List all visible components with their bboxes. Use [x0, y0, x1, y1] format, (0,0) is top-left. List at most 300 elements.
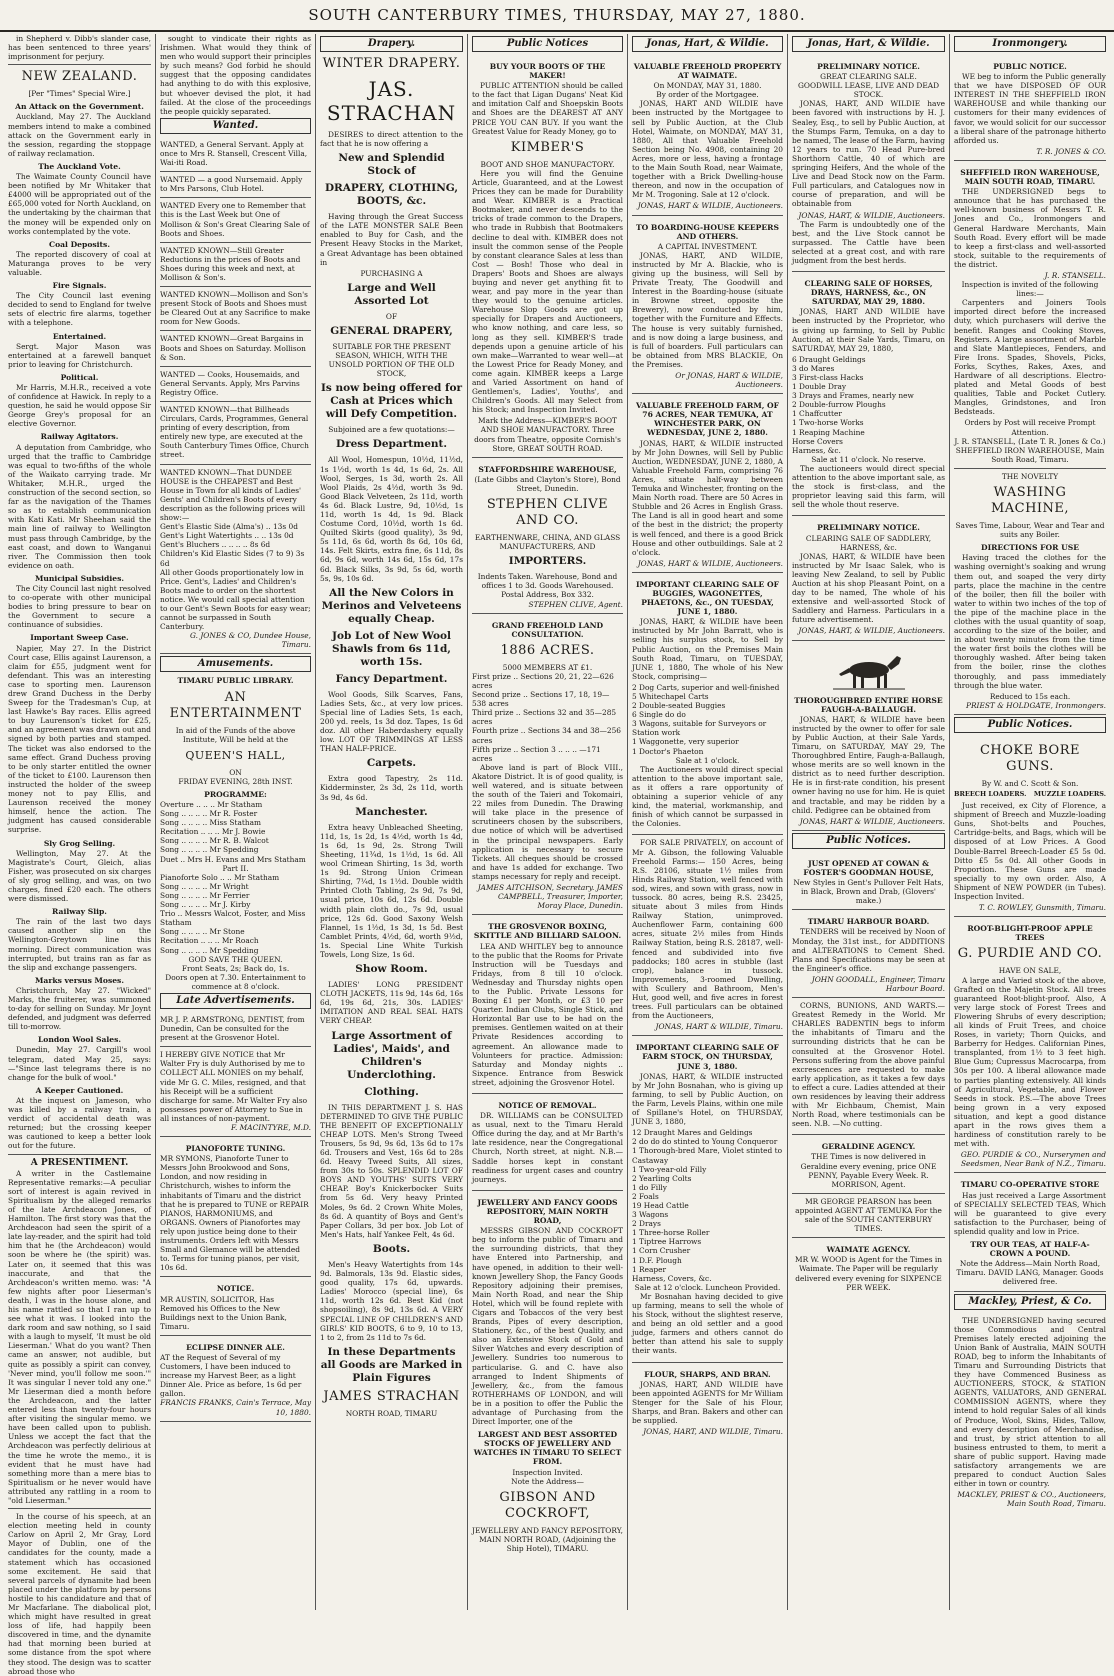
ad-text: JONAS, HART AND WILDIE have been instructed by the Mortgagee to sell by Public Auction, at the Club Hotel, Waimate, on MONDAY, MAY 31, 1880, All that Valuable Freehold Section being No. 4908, containing 20 Acres, more or less, having a frontage to the Main South Road, near Waimate, together with a Brick Dwelling-house thereon, and now in the occupation of Mr M. Trogoning. Sale at 12 o'clock. [632, 99, 783, 200]
advertiser-signature: JAMES STRACHAN [323, 1388, 460, 1404]
ad-text: WANTED KNOWN—Great Bargains in Boots and Shoes on Saturday. Mollison & Son. [160, 334, 306, 362]
ad-text: WANTED KNOWN—Still Greater Reductions in the prices of Boots and Shoes during this week and next, at Mollison & Son's. [160, 245, 301, 282]
ad-text: New Styles in Gent's Pullover Felt Hats, in Black, Brown and Drab, (Glovers' make.) [793, 878, 944, 906]
news-paragraph: The reported discovery of coal at Maturanga proves to be very valuable. [8, 249, 151, 277]
ad-heading: IMPORTANT CLEARING SALE OF BUGGIES, WAGONETTES, PHAETONS, &c., ON TUESDAY, JUNE 1, 1880. [636, 579, 779, 617]
column-7 [950, 34, 1110, 1610]
ad-text: Sale at 11 o'clock. No reserve. [811, 454, 926, 464]
ad-heading: NOTICE. [216, 1284, 255, 1294]
ad-heading: IMPORTANT CLEARING SALE OF FARM STOCK, ON THURSDAY, JUNE 3, 1880. [636, 1043, 779, 1071]
classified-ad [160, 402, 311, 465]
ad-price: Reduced to 15s each. [989, 691, 1071, 701]
lot-item: 2 Drays [632, 1219, 661, 1229]
section-title-new-zealand: NEW ZEALAND. [21, 69, 138, 85]
ad-heading: THE NOVELTY [1001, 471, 1059, 481]
lot-item: 1 Reaper [632, 1264, 667, 1274]
ad-subheading: DIRECTIONS FOR USE [980, 543, 1080, 553]
staffordshire-ad [472, 458, 623, 614]
ad-text: DESIRES to direct attention to the fact that he is now offering a [320, 130, 463, 149]
event-title: AN ENTERTAINMENT [169, 689, 302, 721]
lot-item: 1 Doctor's Phaeton [632, 746, 704, 756]
ad-text: PUBLIC ATTENTION should be called to the fact that Ligan Dugans' Neat Kid and imitation Calf and Shoepskin Boots and Shoes are the DEAREST AT ANY PRICE YOU CAN BUY. If you want the Greatest Value for Ready Money, go to [472, 81, 623, 136]
ad-text: Note the Address— [511, 1476, 584, 1486]
ad-text: (Late Gibbs and Clayton's Store), Bond Street, Dunedin. [474, 474, 621, 493]
ad-text: JONAS, HART, AND WILDIE, instructed by Mr A. Blackie, who is giving up the business, will Sell by Private Treaty, The Goodwill and Interest in the Boarding-house (situate in Browne street, opposite the Brewery), now conducted by him, together with the Furniture and Effects. The house is very suitably furnished, and is now doing a large business, and is full of boarders. Full particulars can be obtained from MRS BLACKIE, On the Premises. [632, 250, 783, 369]
news-heading: Sly Grog Selling. [43, 838, 116, 848]
ad-emphasis: 1886 ACRES. [500, 642, 595, 658]
lot-item: 6 Draught Geldings [792, 354, 866, 364]
column-1 [4, 34, 156, 1676]
article-title-presentiment: A PRESENTIMENT. [30, 1157, 129, 1168]
ad-text: The Auctioneers would direct special attention to the above important sale, as it offers a rare opportunity of obtaining a superior vehicle of any kind, the material, workmanship, and finish of which cannot be surpassed in the Colonies. [632, 764, 783, 829]
ad-text: DR. WILLIAMS can be CONSULTED as usual, next to the Timaru Herald Office during the day, and at Mr Barth's late residence, near the Congregational Church, North street, at night. N.B.—Saddle horses kept in constant readiness for urgent cases and country journeys. [472, 1111, 623, 1184]
ad-heading: JEWELLERY AND FANCY GOODS REPOSITORY, MAIN NORTH ROAD, [477, 1197, 618, 1226]
ad-text: Subjoined are a few quotations:— [328, 425, 455, 435]
section-header-wanted: Wanted. [160, 118, 311, 134]
kimber-boots-ad [472, 55, 623, 458]
ad-text: JONAS, HART, & WILDIE have been instructed by Mr Isaac Salek, who is leaving New Zealand, to sell by Public Auction at his shop Pleasant Point, on a day to be named, The whole of his extensive and well-assorted Stock of Saddlery and Harness. Particulars in a future advertisement. [792, 551, 945, 625]
auction-notice [632, 573, 783, 836]
ad-text: EARTHENWARE, CHINA, AND GLASS MANUFACTURERS, AND [474, 533, 621, 552]
ad-signature: JOHN GOODALL, Engineer, Timaru Harbour Board. [811, 974, 945, 993]
lot-item: 2 Yearling Colts [632, 1173, 692, 1183]
news-paragraph: The Waimate County Council have been notified by Mr Whitaker that £4000 will be appropriated out of the £65,000 voted for North Auckland, on the undertaking by the chairman that the money will be expended only on works contemplated by the vote. [8, 172, 151, 236]
price-line: Gent's Light Watertights .. .. 13s 0d [160, 531, 294, 541]
ad-text: The auctioneers would direct special attention to the above important sale, as the stock is first-class, and the proprietor leaving said this farm, will sell the whole thout reserve. [792, 463, 945, 510]
ad-text: By W. and C. Scott & Son. [981, 778, 1079, 788]
programme-heading: PROGRAMME: [204, 789, 267, 799]
department-heading: Boots. [372, 1242, 411, 1255]
column-6 [788, 34, 950, 1610]
dinner-ale-ad [160, 1336, 311, 1422]
lot-item: 1 Two-horse Works [792, 418, 864, 428]
ad-heading: PUBLIC NOTICE. [993, 62, 1067, 71]
prize-line: Second prize .. Sections 17, 18, 19—538 acres [472, 690, 610, 709]
ad-subheading: GREAT CLEARING SALE. [820, 72, 917, 82]
section-header-jonas-hart-wildie: Jonas, Hart, & Wildie. [792, 36, 945, 52]
ad-text: Saves Time, Labour, Wear and Tear and suits any Boiler. [955, 521, 1105, 540]
ad-address: Mark the Address—KIMBER'S BOOT AND SHOE MANUFACTORY. Three doors from Theatre, opposite Cornish's Store, GREAT SOUTH ROAD. [474, 416, 621, 453]
news-paragraph: The City Council last night resolved to co-operate with other municipal bodies to bring pressure to bear on the Government to secure a continuance of subsidies. [8, 583, 151, 630]
ad-signature: JONAS, HART & WILDIE, Auctioneers. [637, 558, 783, 568]
ad-text: Carpenters and Joiners Tools imported direct before the increased duty, which purchasers will derive the benefit. Ranges and Cooking Stoves, Registers. A large assortment of Marble and Slate Mantlepieces, Fenders, and Fire Irons. Spades, Shovels, Picks, Forks, Scythes, Rakes, Axes, and Hardware of all descriptions. Electro-plated and Metal Goods of best qualities, Table and Pocket Cutlery. Mangles, Grindstones, and Iron Bedsteads. [954, 298, 1106, 417]
ad-text: Mr Bosnahan having decided to give up farming, means to sell the whole of his Stock, without the slightest reserve, and being an old settler and a good judge, farmers and others cannot do better than attend his sale to supply their wants. [632, 1291, 783, 1356]
ad-text: MR AUSTIN, SOLICITOR, Has Removed his Offices to the New Buildings next to the Union Bank, Timaru. [160, 1294, 287, 1331]
ad-text: Has just received a Large Assortment of SPECIALLY SELECTED TEAS, Which will be guaranteed to give every satisfaction to the Purchaser, being of splendid quality and low in Price. [954, 1190, 1106, 1236]
lot-item: 3 Wagons [632, 1210, 669, 1220]
programme-item: Trio .. Messrs Walcot, Foster, and Miss Statham [160, 909, 306, 928]
lot-item: 3 Drays and Frames, nearly new [792, 391, 914, 401]
private-sale-ad [632, 835, 783, 1036]
ad-text: THE UNDERSIGNED having secured those Commodious and Central Premises lately erected adjoining the Union Bank of Australia, MAIN SOUTH ROAD, beg to inform the Inhabitants of Timaru and Surrounding Districts that they have Commenced Business as AUCTIONEERS, STOCK, & STATION AGENTS, VALUATORS, AND GENERAL COMMISSION AGENTS, where they intend to hold regular Sales of all kinds of Produce, Wool, Skins, Hides, Tallow, and every description of Merchandise, and trust, by strict attention to all business entrusted to them, to merit a share of public support. Having made satisfactory arrangements we are prepared to conduct Auction Sales either in town or country. [954, 1315, 1106, 1489]
ad-text: Having through the Great Success of the LATE MONSTER SALE Been enabled to Buy for Cash, and the Present Heavy Stocks in the Market, a Great Advantage has been obtained in [320, 212, 463, 267]
price-list: LADIES' LONG PRESIDENT CLOTH JACKETS, 11s 9d, 14s 6d, 16s 6d, 19s 6d, 21s, 30s. LADIES' IMITATION AND REAL SEAL HATS VERY CHEAP. [320, 980, 463, 1026]
ad-text: WANTED KNOWN—that Billheads Circulars, Cards, Programmes, General printing of every description, from entirely new type, are executed at the South Canterbury Times Office, Church street. [160, 405, 309, 460]
ad-heading: NOTICE OF REMOVAL. [498, 1101, 597, 1110]
ad-text: By order of the Mortgagee. [656, 90, 759, 100]
ad-label: MUZZLE LOADERS. [1033, 790, 1106, 798]
ad-signature: JONAS, HART & WILDIE, Auctioneers. [637, 201, 783, 211]
ad-signature: Or JONAS, HART & WILDIE, Auctioneers. [675, 371, 783, 390]
ad-subheading: A CAPITAL INVESTMENT. [657, 241, 758, 251]
divider [8, 1154, 151, 1155]
event-prices: Front Seats, 2s; Back do, 1s. [181, 963, 290, 973]
ad-text: TENDERS will be received by Noon of Monday, the 31st inst., for ADDITIONS and ALTERATIONS to Cement Shed. Plans and Specifications may be seen at the Engineer's office. [792, 927, 945, 973]
event-text: ON [229, 767, 242, 777]
ad-text: SUITABLE FOR THE PRESENT SEASON, WHICH, WITH THE UNSOLD PORTION OF THE OLD STOCK, [328, 341, 455, 379]
department-heading: Show Room. [355, 963, 428, 976]
ad-text: Sale at 12 o'clock. Luncheon Provided. [634, 1282, 781, 1292]
ad-text: WANTED — Cooks, Housemaids, and General Servants. Apply, Mrs Parvins Registry Office. [160, 369, 300, 397]
ad-address: JEWELLERY AND FANCY REPOSITORY, MAIN NORTH ROAD, (Adjoining the Ship Hotel), TIMARU. [472, 1525, 623, 1553]
news-heading: Marks versus Moses. [35, 975, 124, 985]
news-paragraph: Sergt. Major Mason was entertained at a farewell banquet prior to leaving for Christchurch. [8, 341, 151, 369]
advertiser-name: GIBSON AND COCKROFT, [499, 1489, 596, 1521]
ad-subheading: HAVE ON SALE, [998, 966, 1062, 976]
ad-emphasis: Large Assortment of Ladies', Maids', and Children's Underclothing. [331, 1029, 452, 1081]
advertiser-name: KIMBER'S [510, 139, 585, 155]
section-header-amusements: Amusements. [160, 656, 311, 672]
horse-illustration-icon [829, 648, 909, 692]
ad-signature: JONAS, HART & WILDIE, Timaru. [655, 1022, 783, 1032]
ad-emphasis: GENERAL DRAPERY, [330, 324, 453, 337]
advertiser-name: JAS. STRACHAN [326, 77, 457, 125]
section-header-public-notices: Public Notices. [792, 833, 945, 849]
ad-heading: BUY YOUR BOOTS OF THE MAKER! [489, 62, 606, 81]
lot-item: 1 Corn Crusher [632, 1246, 691, 1256]
lot-item: 1 Reaping Machine [792, 427, 865, 437]
lot-item: 12 Draught Mares and Geldings [632, 1128, 753, 1138]
harbour-board-ad [792, 910, 945, 998]
article-paragraph: A writer in the Castlemaine Representative remarks:—A peculiar sort of interest is again revived in Spiritualism by the alleged remarks of the late Archdeacon Jones, of Hamilton. The first story was that the Archdeacon had seen the spirit of a late lay-reader, and the spirit had told him that he (the Archdeacon) would soon be where he (the spirit) was. Later on, it seemed that this was inaccurate, and that the Archdeacon's written memo. was: "A few nights after poor Lieserman's death, I was in the house alone, and his name rattled so that I ran up to see what it was. I looked into the dark room and saw nothing, so I said with a laugh to myself, 'It must be old Lieserman.' What do you want? Then came an answer, not audible, but quite as possibly a spirit can convey, 'Never mind, you'll follow me soon.'" It was singular I never told any one." Mr Lieserman died a month before the Archdeacon, and the latter entered less than twenty-four hours after visiting the singular memo. we have been called upon to publish. Unless we accept the fact that the Archdeacon was perfectly delirious at the time he wrote the memo., it is evident that he must have had something more than a mere bias to Spiritualism or he never would have attributed any rattling in a room to "old Lieserman." [8, 1168, 151, 1505]
waimate-agency-ad [792, 1238, 945, 1295]
ad-text: THE Times is now delivered in Geraldine every evening, price ONE PENNY, Payable Every Week. R. MORRISON, Agent. [800, 1152, 937, 1189]
ad-heading: WAIMATE AGENCY. [826, 1245, 911, 1255]
classified-ad [160, 172, 311, 198]
classified-ad-dundee-house [160, 465, 311, 655]
ad-heading: TO BOARDING-HOUSE KEEPERS AND OTHERS. [636, 222, 779, 241]
price-line: Gent's Bluchers .. .. .. .. 8s 6d [160, 540, 271, 550]
ad-emphasis: 5000 MEMBERS AT £1. [502, 662, 593, 672]
ad-text: JONAS, HART, AND WILDIE have been appointed AGENTS for Mr William Stenger for the Sale of his Flour, Sharps, and Bran. Bakers and other can be supplied. [632, 1379, 783, 1426]
ad-text: JONAS, HART, & WILDIE have been instructed by the owner to offer for sale by Public Auction, at their Sale Yards, Timaru, on SATURDAY, MAY 29, The Thoroughbred Entire, Faugh-a-Ballaugh, whose merits are so well known in the district as to need further description. He is in first-rate condition, his present owner having no use for him. He is quiet and tractable, and may be ridden by a child. Pedigree can be obtained from [792, 714, 945, 815]
lot-item: 2 Foals [632, 1191, 659, 1201]
ad-text: WANTED KNOWN—Mollison and Son's present Stock of Boots and Shoes must be Cleared Out at any Sacrifice to make room for New Goods. [160, 290, 311, 327]
lot-item: 1 Thorough-bred Mare, Violet stinted to Castaway [632, 1146, 783, 1165]
news-heading: Entertained. [52, 331, 107, 341]
ad-text: Indents Taken. Warehouse, Bond and offices 1 to 3d. Goods Warehoused. Postal Address, Box 332. [477, 572, 618, 600]
article-paragraph: In the course of his speech, at an election meeting held in county Carlow on April 2, Mr Gray, Lord Mayor of Dublin, one of the candidates for the county, made a statement which has occasioned some excitement. He said that several parcels of dynamite had been placed under the platform by persons hostile to his candidature and that of Mr Macfarlane. The diabolical plot, which might have resulted in great loss of life, had happily been discovered in time, and the dynamite had that morning been buried at some distance from the spot where they stood. The design was to scatter abroad those who [8, 1512, 151, 1676]
ad-text: Above land is part of Block VIII., Akatore District. It is of good quality, is well watered, and is situate between the south of the Taieri and Tokomairi, 22 miles from Dunedin. The Drawing will take place in the presence of scrutineers chosen by the subscribers, due notice of which will be advertised in the principal newspapers. Early application is necessary to secure Tickets. All cheques should be crossed and have 1s added for exchange. Two stamps necessary for reply and receipt. [472, 762, 623, 881]
column-3 [316, 34, 468, 1610]
ad-text: MR GEORGE PEARSON has been appointed AGENT AT TEMUKA For the sale of the SOUTH CANTERBURY TIMES. [795, 1196, 942, 1234]
news-heading: Municipal Subsidies. [34, 573, 125, 583]
corn-remedy-ad [792, 998, 945, 1135]
ad-text: OF [385, 311, 398, 321]
dentist-ad [160, 1012, 311, 1047]
boxing-saloon-ad [472, 915, 623, 1094]
news-heading: Fire Signals. [52, 281, 107, 291]
land-consultation-ad [472, 614, 623, 916]
ad-text: JONAS, HART, & WILDIE instructed by Mr John Downes, will Sell by Public Auction, WEDNESDAY, JUNE 2, 1880, A Valuable Freehold Farm, comprising 76 Acres, situate half-way between Temuka and Winchester, fronting on the Main North road. There are 50 Acres in Stubble and 26 Acres in English Grass. The Land is all in good heart and some of the best in the district; the property is well fenced, and there is a good Brick House and other outbuildings. Sale at 2 o'clock. [632, 438, 783, 557]
department-heading: Fancy Department. [335, 672, 448, 685]
ad-signature: JONAS, HART, & WILDIE, Auctioneers. [798, 210, 945, 220]
column-5 [628, 34, 788, 1610]
auctioneers-ad [954, 1313, 1106, 1513]
product-name: WASHING MACHINE, [990, 485, 1070, 517]
auction-notice [632, 1036, 783, 1362]
ad-text: JONAS, HART, & WILDIE have been instructed by Mr John Barratt, who is selling his surplus stock, to Sell by Public Auction, on the Premises Main South Road, Timaru, on TUESDAY, JUNE 1, 1880, The whole of his New Stock, comprising— [632, 617, 783, 681]
wire-credit: [Per "Times" Special Wire.] [28, 89, 131, 99]
price-list: IN THIS DEPARTMENT J. S. HAS DETERMINED TO GIVE THE PUBLIC THE BENEFIT OF EXCEPTIONALLY CHEAP LOTS. Men's Strong Tweed Trousers, 5s 9d, 9s 6d, 13s 6d to 17s 6d. Trousers and Vest, 16s 6d to 28s 6d. Heavy Tweed Suits, All sizes, from 30s to 50s. SPLENDID LOT OF BOYS AND YOUTHS' SUITS VERY CHEAP. Boy's Knickerbocker Suits from 5s 6d. Very heavy Printed Moles, 9s 6d. 2 Crown White Moles, 8s 6d. A quantity of Boys and Gent's Paper Collars, 3d per box. Job Lot of Men's Hats, half Yankee Felt, 4s 6d. [320, 1102, 463, 1239]
column-2 [156, 34, 316, 1610]
lot-item: 3 do Mares [792, 363, 835, 373]
section-header-late-ads: Late Advertisements. [160, 993, 311, 1009]
ad-signature: T. C. ROWLEY, Gunsmith, Timaru. [978, 903, 1106, 913]
geraldine-agency-ad [792, 1135, 945, 1193]
ad-heading: JUST OPENED AT COWAN & FOSTER'S GOODMAN HOUSE, [803, 858, 934, 877]
event-times: Doors open at 7.30. Entertainment to commence at 8 o'clock. [165, 972, 306, 991]
programme-item: Song .. .. .. .. Mr Stone [160, 927, 245, 937]
programme-item: Song .. .. .. .. Mr R. Foster [160, 809, 258, 819]
classified-ad [160, 243, 311, 287]
ad-heading: THE GROSVENOR BOXING, SKITTLE AND BILLIARD SALOON. [473, 922, 622, 941]
ad-signature: GEO. PURDIE & CO., Nurserymen and Seedsmen, Near Bank of N.Z., Timaru. [960, 1150, 1106, 1169]
ad-text: A large and Varied stock of the above, Grafted on the Majetin Stock. All trees guaranteed Root-blight-proof. Also, A very large stock of Forest Trees and Flowering Shrubs of every description; all kinds of Fruit Trees, and choice Roses, in variety; Thorn Quicks, and Barberry for Hedges. Californian Pines, transplanted, from 1½ to 3 feet high. Blue Gum; Cupressus Macrocarpa, from 30s per 100. A liberal allowance made to parties planting extensively. All kinds of Agricultural, Vegetable, and Flower Seeds in stock. P.S.—The above Trees being grown in a very exposed situation, and kept a good distance apart in the rows gives them a hardiness of constitution rarely to be met with. [954, 975, 1106, 1149]
lot-item: 5 Whitechapel Carts [632, 692, 709, 701]
temuka-agency-ad [792, 1194, 945, 1238]
ad-subheading: GOODWILL LEASE, LIVE AND DEAD STOCK. [798, 81, 939, 100]
ad-headline: WINTER DRAPERY. [322, 56, 461, 71]
classified-ad [160, 137, 311, 172]
section-header-public-notices: Public Notices. [954, 717, 1106, 733]
ad-text: The Farm is undoubtedly one of the best, and the Live Stock cannot be surpassed. The Cattle have been selected at a great cost, and with rare judgment from the best herds. [792, 219, 945, 265]
lot-item: 1 Three-horse Roller [632, 1228, 710, 1238]
news-paragraph: Wellington, May 27. At the Magistrate's Court, Gleich, alias Fisher, was prosecuted on six charges of sly grog selling, and was, on two charges, fined £20 each. The others were dismissed. [8, 848, 151, 904]
price-list: Wool Goods, Silk Scarves, Fans, Ladies Sets, &c., at very low prices. Special line of Ladies Sets, 1s each, 200 yd. reels, 1s 3d doz. Tapes, 1s 6d doz. All other Haberdashery equally low. LOT OF TRIMMINGS AT LESS THAN HALF-PRICE. [320, 689, 463, 754]
apple-trees-ad [954, 917, 1106, 1173]
ad-text: MESSRS GIBSON AND COCKROFT beg to inform the public of Timaru and the surrounding districts, that they have Entered into Partnership, and have opened, in addition to their well-known Jewellery Shop, the Fancy Goods Repository adjoining their premises, Main North Road, and near the Ship Hotel, which will be found replete with Cigars and Tobaccos of the very best Brands, Pipes of every description, Stationery, &c., of the best Quality, and also an Extensive Stock of Gold and Silver Watches and every description of Jewellery. Sundries too numerous to particularise. G. and C. have also arranged to Indent Shipments of Jewellery, &c., from the famous ROTHERHAMS OF LONDON, and will be in a position to offer the Public the advantage of Purchasing from the Direct Importer, one of the [472, 1226, 623, 1427]
ad-signature: JONAS, HART, & WILDIE, Auctioneers. [798, 626, 945, 636]
newspaper-masthead: SOUTH CANTERBURY TIMES, THURSDAY, MAY 27, 1880. [0, 0, 1114, 32]
auction-notice [792, 516, 945, 640]
notice-ad [160, 1047, 311, 1137]
flour-agency-ad [632, 1363, 783, 1441]
section-header-mackley-priest: Mackley, Priest, & Co. [954, 1294, 1106, 1310]
ad-heading: GERALDINE AGENCY. [821, 1142, 916, 1152]
news-heading: The Auckland Vote. [38, 161, 121, 171]
ad-emphasis: In these Departments all Goods are Marked in Plain Figures [320, 1345, 463, 1384]
advertiser-address: NORTH ROAD, TIMARU [345, 1408, 438, 1418]
ad-heading: ECLIPSE DINNER ALE. [186, 1342, 285, 1352]
programme-item: Song .. .. .. .. Mr R. B. Walcot [160, 836, 269, 846]
lot-item: 1 Chaffcutter [792, 409, 842, 419]
department-heading: Manchester. [355, 805, 428, 818]
prize-line: Fifth prize .. Section 3 .. .. .. —171 acres [472, 744, 601, 763]
programme-item: Recitation .. .. .. Mr J. Bowie [160, 827, 266, 837]
ad-date: On MONDAY, MAY 31, 1880. [653, 81, 762, 91]
lot-item: 1 Tiptree Harrows [632, 1237, 702, 1247]
auction-notice [632, 55, 783, 216]
news-heading: Railway Agitators. [40, 432, 119, 442]
event-venue: QUEEN'S HALL, [185, 748, 286, 762]
ad-signature: G. JONES & CO, Dundee House, Timaru. [190, 631, 311, 650]
lot-item: 1 Waggonette, very superior [632, 737, 739, 747]
ad-text: FOR SALE PRIVATELY, on account of Mr A. Gibson, the following Valuable Freehold Farms:— 150 Acres, being R.S. 28106, situate 1½ miles from Hinds Railway Station, well fenced with sod, wires, and sown with grass, now in tussock. 80 acres, being R.S. 23425, situate about 3 miles from Hinds Railway Station, unimproved. Auchenflower Farm, containing 600 acres, situate 2½ miles from Hinds Railway Station, being R.S. 28187, well-fenced and subdivided into five paddocks; 180 acres in stubble (last crop), balance in tussock. Improvements, 3-roomed Dwelling, with Scullery and Bathroom, Men's Hut, good well, and five acres in forest trees. Full particulars can be obtained from the Auctioneers, [632, 838, 783, 1021]
ad-heading: THOROUGHBRED ENTIRE HORSE FAUGH-A-BALLAUGH. [794, 695, 943, 714]
ad-heading: PRELIMINARY NOTICE. [817, 523, 920, 533]
ad-emphasis: DRAPERY, CLOTHING, BOOTS, &c. [324, 182, 459, 208]
programme-item: Pianoforte Solo .. .. Mr Statham [160, 872, 280, 882]
divider [8, 1508, 151, 1509]
ad-heading: VALUABLE FREEHOLD FARM, OF 76 ACRES, NEAR TEMUKA, AT WINCHESTER PARK, ON WEDNESDAY, JUNE 2, 1880. [635, 401, 780, 438]
ad-signature: PRIEST & HOLDGATE, Ironmongers. [966, 700, 1106, 710]
ad-heading: TIMARU HARBOUR BOARD. [807, 917, 930, 927]
section-header-ironmongery: Ironmongery. [954, 36, 1106, 52]
ad-text: MR SYMONS, Pianoforte Tuner to Messrs John Brookwood and Sons, London, and now residing in Christchurch, wishes to inform the inhabitants of Timaru and the district that he is prepared to TUNE or REPAIR PIANOS, HARMONIUMS, and ORGANS. Owners of Pianofortes may rely upon justice being done to their instruments. Orders left with Messrs Small and Glemance will be attended to. Terms for tuning pianos, per visit, 10s 6d. [160, 1154, 309, 1273]
auction-notice [792, 55, 945, 272]
ad-text: WANTED KNOWN—That DUNDEE HOUSE is the CHEAPEST and Best House in Town for all kinds of Ladies' Gents' and Children's Boots of every description as the following prices will show:— [160, 467, 306, 523]
ad-text: Sale at 1 o'clock. [675, 755, 740, 765]
ad-signature: STEPHEN CLIVE, Agent. [528, 599, 623, 609]
ad-text: Inspection Invited. [512, 1467, 583, 1477]
ad-emphasis: All the New Colors in Merinos and Velveteens equally Cheap. [321, 586, 462, 625]
ad-text: Having traced the clothes for the washing overnight's soaking and wrung them out, and soaped the very dirty parts, place the machine in the centre of the boiler, then fill the boiler with water to within two inches of the top of the pipe of the machine place in the clothes with the usual quantity of soap, according to the size of the boiler, and in about twenty minutes from the time the water first boils the clothes will be thoroughly washed. After being taken from the boiler, rinse the clothes thoroughly, and pass immediately through the blue water. [954, 553, 1106, 690]
news-paragraph: The City Council last evening decided to send to England for twelve sets of electric fire alarms, together with a telephone. [8, 291, 151, 328]
auction-notice [632, 216, 783, 395]
ad-signature: F. MACINTYRE, M.D. [230, 1123, 311, 1132]
auction-notice [792, 272, 945, 516]
lot-item: 1 D.F. Plough [632, 1255, 682, 1265]
lot-item: 2 Dog Carts, superior and well-finished [632, 682, 780, 692]
ad-heading: STAFFORDSHIRE WAREHOUSE, [478, 464, 617, 474]
article-continuation: sought to vindicate their rights as Irishmen. What would they think of men who would support their principles by such means? God forbid he should suggest that the opposing candidates had anything to do with this explosive, but whoever devised the plot, it had failed. At the close of the proceedings the people quickly separated. [160, 34, 311, 116]
ad-signature: JAMES AITCHISON, Secretary. JAMES CAMPBELL, Treasurer, Importer, Moray Place, Dunedin. [477, 883, 623, 911]
solicitor-ad [160, 1277, 311, 1335]
ad-text: WANTED — a good Nursemaid. Apply to Mrs Parsons, Club Hotel. [160, 175, 303, 194]
ad-heading: VALUABLE FREEHOLD PROPERTY AT WAIMATE. [633, 62, 782, 81]
ad-headline: CHOKE BORE GUNS. [979, 742, 1080, 774]
classified-ad [160, 367, 311, 402]
ad-emphasis: Large and Well Assorted Lot [347, 281, 436, 307]
ad-heading: CLEARING SALE OF HORSES, DRAYS, HARNESS, &c., ON SATURDAY, MAY 29, 1880. [804, 279, 933, 307]
washing-machine-ad [954, 469, 1106, 715]
ad-emphasis: New and Splendid Stock of [338, 152, 445, 178]
classified-ad [160, 331, 311, 366]
ad-text: WE beg to inform the Public generally that we have DISPOSED OF OUR INTEREST IN THE SHEFFIELD IRON WAREHOUSE and while thanking our customers for their many evidences of favor, we would solicit for our successor a liberal share of the patronage hitherto afforded us. [954, 72, 1106, 145]
ad-text: LEA AND WHITLEY beg to announce to the public that the Rooms for Private Instruction will be Tuesdays and Fridays, from 8 till 10 o'clock. Wednesday and Thursday nights open to the Public. Private Lessons for Boxing £1 per Month, or £3 10 per Quarter. Indian Clubs, Single Stick, and Horizontal Bar use to be had on the premises. Gentlemen waited on at their Private Residences according to agreement. An allowance made to Volunteers for practice. Admission: Saturday and Monday nights .. Sixpence. Entrance from Beswick street, adjoining the Grosvenor Hotel. [472, 941, 623, 1087]
prize-line: First prize .. Sections 20, 21, 22—626 acres [472, 671, 614, 690]
news-heading: An Attack on the Government. [15, 102, 144, 112]
lot-item: 2 do do do stinted to Young Conqueror [632, 1137, 778, 1147]
prize-line: Third prize .. Sections 32 and 35—285 acres [472, 708, 617, 727]
ad-text: JONAS, HART, AND WILDIE have been favored with instructions by H. J. Sealey, Esq., to sell by Public Auction, at the Stumps Farm, Temuka, on a day to be named, The lease of the Farm, having 12 years to run. 70 Head Pure-bred Shorthorn Cattle, 40 of which are springing Heifers, And the whole of the Live and Dead Stock now on the Farm. Full particulars, and Catalogues now in course of preparation, and will be obtainable from [792, 99, 945, 209]
cooperative-store-ad [954, 1173, 1106, 1291]
lot-item: 1 Double Dray [792, 382, 847, 392]
price-list: Extra heavy Unbleached Sheeting, 11d, 1s, 1s 2d, 1s 4½d, worth 1s 4d, 1s 6d, 1s 9d, 2s. Strong Twill Sheeting, 11¾d, 1s 1½d, 1s 6d. All wool Crimean Shirting, 1s 3d, worth 1s 9d. Strong Union Crimean Shirting, 7¼d, 1s 1½d. Double width Printed Cloth Tabling, 2s 9d, 7s 9d, usual price, 10s 6d, 12s 6d. Double width plain cloth do., 7s 9d, usual price, 12s 6d. Good Saxony Welsh Flannel, 1s 1½d, 1s 3d, 1s 5d. Best Camblet Prints, 4½d, 6d, worth 9½d, 1s. Special Line White Turkish Towels, Long Size, 1s 6d. [320, 822, 463, 959]
hat-shop-ad [792, 852, 945, 910]
removal-notice-ad [472, 1094, 623, 1191]
sheffield-warehouse-ad [954, 161, 1106, 469]
programme-item: Song .. .. .. .. Mr Spedding [160, 945, 259, 955]
price-list: Extra good Tapestry, 2s 11d. Kidderminster, 2s 3d, 2s 11d, worth 3s 9d, 4s 6d. [320, 774, 463, 802]
ad-emphasis: LARGEST AND BEST ASSORTED STOCKS OF JEWELLERY AND WATCHES IN TIMARU TO SELECT FROM. [473, 1430, 622, 1467]
newspaper-page [4, 34, 1110, 1676]
news-heading: A Keeper Cautioned. [35, 1085, 124, 1095]
ad-signature: MACKLEY, PRIEST & CO., Auctioneers, Main South Road, Timaru. [957, 1490, 1106, 1509]
ad-heading: PIANOFORTE TUNING. [185, 1144, 286, 1154]
section-header-drapery: Drapery. [320, 36, 463, 52]
event-organizer: TIMARU PUBLIC LIBRARY. [177, 676, 294, 686]
ad-text: JONAS, HART, & WILDIE instructed by Mr John Bosnahan, who is giving up farming, to sell by Public Auction, on the Farm, Levels Plains, within one mile of Spillane's Hotel, on THURSDAY, JUNE 3, 1880, [632, 1071, 783, 1127]
ad-subheading: CLEARING SALE OF SADDLERY, HARNESS, &c. [805, 533, 932, 552]
news-paragraph: Napier, May 27. In the District Court case, Ellis against Laurenson, a claim for £55, judgment went for defendant. This was an interesting case to sporting men. Laurenson drew Grand Duchess in the Derby Sweep for the Tradesman's Cup, at last Hawke's Bay races. Ellis agreed to buy Laurenson's ticket for £25, and an agreement was drawn out and signed by both parties and stamped. The ticket was also endorsed to the same effect. Grand Duchess proving to be only starter entitled the owner of the ticket to £100. Laurenson then instructed the holder of the sweep money not to pay Ellis, and Laurenson received the money himself, hence the action. The judgment has caused considerable surprise. [8, 643, 151, 835]
news-heading: Political. [60, 372, 99, 382]
column-4 [468, 34, 628, 1610]
ad-text: Inspection is invited of the following lines:— [961, 280, 1099, 299]
lot-item: 2 Double-furrow Ploughs [792, 400, 886, 410]
news-heading: London Wool Sales. [37, 1035, 122, 1045]
lot-item: 2 Double-seated Buggies [632, 701, 726, 711]
piano-tuning-ad [160, 1137, 311, 1277]
ad-text: CORNS, BUNIONS, AND WARTS.—Greatest Remedy in the World. Mr CHARLES BADENTIN begs to inform the inhabitants of Timaru and the surrounding districts that he can be consulted at the Grosvenor Hotel. Persons suffering from the above painful excrescences are requested to make early application, as it takes a few days to effect a cure. Ladies attended at their own residences by leaving their address with Mr Eichbaum, Chemist, Main North Road, where testimonials can be seen. N.B. —No cutting. [792, 1001, 945, 1129]
public-notice-ad [954, 55, 1106, 161]
lot-item: 1 Two-year-old Filly [632, 1164, 707, 1174]
ad-text: WANTED, a General Servant. Apply at once to Mrs R. Stansell, Crescent Villa, Wai-iti Road. [160, 139, 308, 168]
event-closing: GOD SAVE THE QUEEN. [188, 954, 283, 964]
department-heading: Clothing. [364, 1085, 419, 1098]
ad-signature: FRANCIS FRANKS, Cain's Terrace, May 10, 1880. [160, 1398, 311, 1417]
ad-emphasis: Is now being offered for Cash at Prices which will Defy Competition. [320, 382, 463, 421]
ad-heading: SHEFFIELD IRON WAREHOUSE, MAIN SOUTH ROAD, TIMARU. [960, 167, 1100, 187]
lot-item: Horse Covers [792, 436, 843, 446]
classified-ad [160, 287, 311, 331]
news-paragraph: The rain of the last two days caused another slip on the Wellington-Greytown line this morning. Direct communication was interrupted, but trains ran as far as the slip and exchange passengers. [8, 917, 151, 972]
section-header-jonas-hart-wildie: Jonas, Hart, & Wildie. [632, 36, 783, 52]
department-heading: Carpets. [366, 757, 417, 770]
ad-text: I HEREBY GIVE NOTICE that Mr Walter Fry is duly Authorised by me to COLLECT ALL MONIES on my behalf, vide Mr G. C. Miles, resigned, and that his Receipt will be a sufficient discharge for same. Mr Walter Fry also possesses power of Attorney to Sue in all instances of non-payment. [160, 1050, 308, 1123]
programme-item: Song .. .. .. .. Mr Spedding [160, 845, 259, 855]
programme-item: Duet .. Mrs H. Evans and Mrs Statham [160, 854, 306, 864]
programme-part-heading: Part II. [222, 863, 249, 873]
prize-line: Fourth prize .. Sections 34 and 38—256 acres [472, 726, 621, 745]
ad-text: Here you will find the Genuine Article, Guaranteed, and at the Lowest Prices they can be made for Durability and Wear. KIMBER is a Practical Bootmaker, and never descends to the tricks of trade common to the Drapers, who trade in Rubbish that Bootmakers decline to deal with. KIMBER does not insult the common sense of the People by constant clearance Sales at less than Cost — Bosh! Those who deal in Drapers' Boots and Shoes are always buying and never get anything fit to wear, and pay more in the year than they would to the genuine articles. Warehouse Slop Goods are got up specially for Drapers and Auctioneers, who know nothing, and care less, so long as they sell. KIMBER'S trade depends upon a genuine article of his own make—Warranted to wear well—at the Lowest Price for Ready Money, and come again. KIMBER keeps a Large and Varied Assortment on hand of Gentlemen's, Ladies', Youths', and Children's Goods. All may Select from his Stock; and Inspection Invited. [472, 168, 623, 415]
ad-text: JONAS, HART AND WILDIE have been instructed by the Proprietor, who is giving up farming, to Sell by Public Auction, at their Sale Yards, Timaru, on SATURDAY, MAY 29, 1880, [792, 307, 945, 353]
ad-text: MR J. P. ARMSTRONG, DENTIST, from Dunedin, Can be consulted for the present at the Grosvenor Hotel. [160, 1014, 305, 1043]
price-list: Men's Heavy Watertights from 14s 9d. Balmorals, 13s 9d. Elastic sides, good quality, 17s 6d, upwards. Ladies' Morocco (special line), 6s 11d, worth 12s 6d. Best Kid (not shopsoiling), 8s 9d, 13s 6d. A VERY SPECIAL LINE OF CHILDREN'S AND GIRLS' KID BOOTS, 6 to 9, 10 to 13, 1 to 2, from 2s 11d to 7s 6d. [320, 1259, 463, 1342]
ad-heading: TIMARU CO-OPERATIVE STORE [960, 1180, 1100, 1190]
programme-item: Song .. .. .. .. Mr J. Kirby [160, 900, 251, 910]
lot-item: Harness, Covers, &c. [632, 1273, 712, 1283]
news-heading: Coal Deposits. [49, 239, 110, 249]
ad-text: All other Goods proportionately low in Price. Gent's, Ladies' and Children's Boots made to order on the shortest notice. We would call special attention to our Gent's Sewn Boots for easy wear; cannot be surpassed in South Canterbury. [160, 567, 311, 632]
news-paragraph: A deputation from Cambridge, who urged that the traffic to Cambridge was equal to two-fifths of the whole of the Waikato carrying trade. Mr Whitaker, M.H.R., urged the construction of the second section, so far as the navigation of the Thames so as to establish communication with Kati Kati. Mr Sheehan said the main line of railway to Wellington must pass through Cambridge, by the east coast, and down to Wanganui river. The Commission then took evidence on oath. [8, 442, 151, 570]
guns-ad [954, 736, 1106, 917]
jewellery-ad [472, 1191, 623, 1557]
article-continuation: in Shepherd v. Dibb's slander case, has been sentenced to three years' imprisonment for perjury. [8, 34, 151, 62]
ad-heading: FLOUR, SHARPS, AND BRAN. [644, 1369, 771, 1379]
programme-item: Overture .. .. .. Mr Statham [160, 800, 263, 809]
ad-signature: J. R. STANSELL, (Late T. R. Jones & Co.) SHEFFIELD IRON WAREHOUSE, Main South Road, Timaru. [954, 436, 1106, 464]
advertiser-name: G. PURDIE AND CO. [957, 946, 1103, 962]
price-line: Gent's Elastic Side (Alma's) .. 13s 0d [160, 522, 298, 532]
news-heading: Important Sweep Case. [30, 633, 129, 643]
ad-text: PURCHASING A [360, 268, 423, 278]
ad-emphasis: TRY OUR TEAS, AT HALF-A-CROWN A POUND. [970, 1240, 1090, 1259]
news-paragraph: Dunedin, May 27. Cargill's wool telegram, dated May 25, says:—"Since last telegrams there is no change for the bulk of wool." [8, 1045, 151, 1082]
event-date: FRIDAY EVENING, 28th INST. [178, 776, 293, 786]
lot-item: 6 Single do do [632, 710, 686, 720]
